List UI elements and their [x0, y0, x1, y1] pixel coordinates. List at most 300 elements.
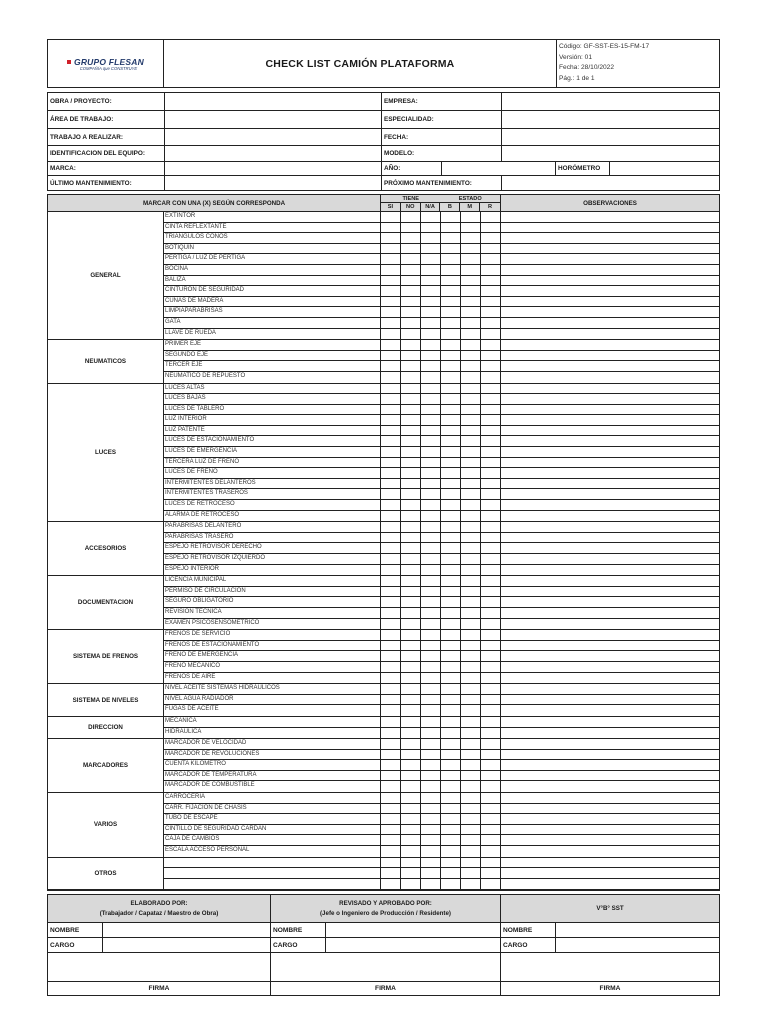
na-checkbox[interactable]	[421, 825, 441, 835]
modelo-field[interactable]	[501, 146, 719, 161]
na-checkbox[interactable]	[421, 728, 441, 739]
m-checkbox[interactable]	[461, 673, 481, 684]
na-checkbox[interactable]	[421, 760, 441, 770]
si-checkbox[interactable]	[381, 415, 401, 425]
r-checkbox[interactable]	[481, 244, 501, 254]
area-field[interactable]	[164, 111, 381, 128]
na-checkbox[interactable]	[421, 695, 441, 705]
b-checkbox[interactable]	[441, 244, 461, 254]
no-checkbox[interactable]	[401, 673, 421, 684]
r-checkbox[interactable]	[481, 662, 501, 672]
si-checkbox[interactable]	[381, 511, 401, 522]
na-checkbox[interactable]	[421, 781, 441, 792]
b-checkbox[interactable]	[441, 771, 461, 781]
b-checkbox[interactable]	[441, 361, 461, 371]
m-checkbox[interactable]	[461, 651, 481, 661]
si-checkbox[interactable]	[381, 318, 401, 328]
m-checkbox[interactable]	[461, 223, 481, 233]
b-checkbox[interactable]	[441, 673, 461, 684]
na-checkbox[interactable]	[421, 619, 441, 630]
m-checkbox[interactable]	[461, 814, 481, 824]
r-checkbox[interactable]	[481, 858, 501, 868]
na-checkbox[interactable]	[421, 351, 441, 361]
r-checkbox[interactable]	[481, 684, 501, 694]
observation-field[interactable]	[501, 543, 719, 553]
m-checkbox[interactable]	[461, 511, 481, 522]
observation-field[interactable]	[501, 233, 719, 243]
nombre-field[interactable]	[556, 923, 719, 937]
si-checkbox[interactable]	[381, 641, 401, 651]
no-checkbox[interactable]	[401, 286, 421, 296]
r-checkbox[interactable]	[481, 511, 501, 522]
b-checkbox[interactable]	[441, 329, 461, 340]
observation-field[interactable]	[501, 384, 719, 394]
b-checkbox[interactable]	[441, 781, 461, 792]
r-checkbox[interactable]	[481, 543, 501, 553]
m-checkbox[interactable]	[461, 662, 481, 672]
r-checkbox[interactable]	[481, 846, 501, 857]
observation-field[interactable]	[501, 651, 719, 661]
m-checkbox[interactable]	[461, 750, 481, 760]
m-checkbox[interactable]	[461, 565, 481, 576]
r-checkbox[interactable]	[481, 223, 501, 233]
no-checkbox[interactable]	[401, 500, 421, 510]
b-checkbox[interactable]	[441, 695, 461, 705]
na-checkbox[interactable]	[421, 479, 441, 489]
m-checkbox[interactable]	[461, 361, 481, 371]
b-checkbox[interactable]	[441, 750, 461, 760]
observation-field[interactable]	[501, 361, 719, 371]
b-checkbox[interactable]	[441, 825, 461, 835]
m-checkbox[interactable]	[461, 265, 481, 275]
si-checkbox[interactable]	[381, 351, 401, 361]
observation-field[interactable]	[501, 340, 719, 350]
si-checkbox[interactable]	[381, 846, 401, 857]
na-checkbox[interactable]	[421, 436, 441, 446]
na-checkbox[interactable]	[421, 458, 441, 468]
observation-field[interactable]	[501, 329, 719, 340]
si-checkbox[interactable]	[381, 608, 401, 618]
marca-field[interactable]	[164, 162, 381, 175]
no-checkbox[interactable]	[401, 608, 421, 618]
no-checkbox[interactable]	[401, 597, 421, 607]
observation-field[interactable]	[501, 307, 719, 317]
na-checkbox[interactable]	[421, 254, 441, 264]
r-checkbox[interactable]	[481, 760, 501, 770]
na-checkbox[interactable]	[421, 587, 441, 597]
r-checkbox[interactable]	[481, 447, 501, 457]
m-checkbox[interactable]	[461, 554, 481, 564]
r-checkbox[interactable]	[481, 479, 501, 489]
m-checkbox[interactable]	[461, 372, 481, 383]
observation-field[interactable]	[501, 286, 719, 296]
si-checkbox[interactable]	[381, 793, 401, 803]
no-checkbox[interactable]	[401, 835, 421, 845]
m-checkbox[interactable]	[461, 835, 481, 845]
r-checkbox[interactable]	[481, 361, 501, 371]
no-checkbox[interactable]	[401, 372, 421, 383]
observation-field[interactable]	[501, 781, 719, 792]
si-checkbox[interactable]	[381, 684, 401, 694]
observation-field[interactable]	[501, 394, 719, 404]
no-checkbox[interactable]	[401, 522, 421, 532]
m-checkbox[interactable]	[461, 705, 481, 716]
especialidad-field[interactable]	[501, 111, 719, 128]
m-checkbox[interactable]	[461, 436, 481, 446]
si-checkbox[interactable]	[381, 276, 401, 286]
b-checkbox[interactable]	[441, 479, 461, 489]
cargo-field[interactable]	[326, 938, 500, 952]
si-checkbox[interactable]	[381, 814, 401, 824]
m-checkbox[interactable]	[461, 468, 481, 478]
observation-field[interactable]	[501, 858, 719, 868]
firma-field[interactable]	[48, 953, 271, 981]
na-checkbox[interactable]	[421, 384, 441, 394]
observation-field[interactable]	[501, 522, 719, 532]
si-checkbox[interactable]	[381, 212, 401, 222]
observation-field[interactable]	[501, 835, 719, 845]
no-checkbox[interactable]	[401, 276, 421, 286]
observation-field[interactable]	[501, 825, 719, 835]
observation-field[interactable]	[501, 684, 719, 694]
si-checkbox[interactable]	[381, 522, 401, 532]
r-checkbox[interactable]	[481, 318, 501, 328]
na-checkbox[interactable]	[421, 233, 441, 243]
na-checkbox[interactable]	[421, 846, 441, 857]
b-checkbox[interactable]	[441, 739, 461, 749]
no-checkbox[interactable]	[401, 479, 421, 489]
no-checkbox[interactable]	[401, 651, 421, 661]
observation-field[interactable]	[501, 717, 719, 727]
observation-field[interactable]	[501, 760, 719, 770]
observation-field[interactable]	[501, 641, 719, 651]
na-checkbox[interactable]	[421, 265, 441, 275]
observation-field[interactable]	[501, 468, 719, 478]
b-checkbox[interactable]	[441, 265, 461, 275]
m-checkbox[interactable]	[461, 233, 481, 243]
no-checkbox[interactable]	[401, 868, 421, 878]
na-checkbox[interactable]	[421, 468, 441, 478]
r-checkbox[interactable]	[481, 468, 501, 478]
r-checkbox[interactable]	[481, 522, 501, 532]
observation-field[interactable]	[501, 597, 719, 607]
si-checkbox[interactable]	[381, 233, 401, 243]
si-checkbox[interactable]	[381, 297, 401, 307]
fecha-field[interactable]	[501, 129, 719, 145]
r-checkbox[interactable]	[481, 500, 501, 510]
b-checkbox[interactable]	[441, 394, 461, 404]
na-checkbox[interactable]	[421, 705, 441, 716]
proximo-field[interactable]	[501, 176, 719, 190]
r-checkbox[interactable]	[481, 233, 501, 243]
r-checkbox[interactable]	[481, 825, 501, 835]
no-checkbox[interactable]	[401, 212, 421, 222]
observation-field[interactable]	[501, 814, 719, 824]
no-checkbox[interactable]	[401, 728, 421, 739]
si-checkbox[interactable]	[381, 587, 401, 597]
observation-field[interactable]	[501, 254, 719, 264]
observation-field[interactable]	[501, 630, 719, 640]
no-checkbox[interactable]	[401, 307, 421, 317]
na-checkbox[interactable]	[421, 297, 441, 307]
na-checkbox[interactable]	[421, 684, 441, 694]
no-checkbox[interactable]	[401, 233, 421, 243]
no-checkbox[interactable]	[401, 793, 421, 803]
observation-field[interactable]	[501, 728, 719, 739]
observation-field[interactable]	[501, 436, 719, 446]
r-checkbox[interactable]	[481, 372, 501, 383]
m-checkbox[interactable]	[461, 533, 481, 543]
b-checkbox[interactable]	[441, 760, 461, 770]
observation-field[interactable]	[501, 793, 719, 803]
no-checkbox[interactable]	[401, 297, 421, 307]
na-checkbox[interactable]	[421, 307, 441, 317]
si-checkbox[interactable]	[381, 254, 401, 264]
m-checkbox[interactable]	[461, 479, 481, 489]
b-checkbox[interactable]	[441, 597, 461, 607]
na-checkbox[interactable]	[421, 500, 441, 510]
na-checkbox[interactable]	[421, 372, 441, 383]
cargo-field[interactable]	[556, 938, 719, 952]
no-checkbox[interactable]	[401, 318, 421, 328]
si-checkbox[interactable]	[381, 597, 401, 607]
m-checkbox[interactable]	[461, 543, 481, 553]
na-checkbox[interactable]	[421, 447, 441, 457]
m-checkbox[interactable]	[461, 276, 481, 286]
na-checkbox[interactable]	[421, 651, 441, 661]
b-checkbox[interactable]	[441, 276, 461, 286]
m-checkbox[interactable]	[461, 500, 481, 510]
observation-field[interactable]	[501, 868, 719, 878]
si-checkbox[interactable]	[381, 458, 401, 468]
na-checkbox[interactable]	[421, 511, 441, 522]
observation-field[interactable]	[501, 415, 719, 425]
b-checkbox[interactable]	[441, 489, 461, 499]
na-checkbox[interactable]	[421, 630, 441, 640]
r-checkbox[interactable]	[481, 695, 501, 705]
b-checkbox[interactable]	[441, 543, 461, 553]
si-checkbox[interactable]	[381, 868, 401, 878]
b-checkbox[interactable]	[441, 384, 461, 394]
r-checkbox[interactable]	[481, 835, 501, 845]
observation-field[interactable]	[501, 587, 719, 597]
no-checkbox[interactable]	[401, 641, 421, 651]
m-checkbox[interactable]	[461, 458, 481, 468]
si-checkbox[interactable]	[381, 265, 401, 275]
si-checkbox[interactable]	[381, 630, 401, 640]
si-checkbox[interactable]	[381, 858, 401, 868]
na-checkbox[interactable]	[421, 286, 441, 296]
b-checkbox[interactable]	[441, 426, 461, 436]
si-checkbox[interactable]	[381, 500, 401, 510]
no-checkbox[interactable]	[401, 858, 421, 868]
m-checkbox[interactable]	[461, 619, 481, 630]
na-checkbox[interactable]	[421, 340, 441, 350]
na-checkbox[interactable]	[421, 276, 441, 286]
b-checkbox[interactable]	[441, 814, 461, 824]
no-checkbox[interactable]	[401, 781, 421, 792]
r-checkbox[interactable]	[481, 426, 501, 436]
si-checkbox[interactable]	[381, 489, 401, 499]
b-checkbox[interactable]	[441, 233, 461, 243]
r-checkbox[interactable]	[481, 340, 501, 350]
si-checkbox[interactable]	[381, 340, 401, 350]
observation-field[interactable]	[501, 662, 719, 672]
b-checkbox[interactable]	[441, 565, 461, 576]
m-checkbox[interactable]	[461, 641, 481, 651]
na-checkbox[interactable]	[421, 673, 441, 684]
m-checkbox[interactable]	[461, 630, 481, 640]
m-checkbox[interactable]	[461, 244, 481, 254]
si-checkbox[interactable]	[381, 361, 401, 371]
b-checkbox[interactable]	[441, 630, 461, 640]
si-checkbox[interactable]	[381, 286, 401, 296]
m-checkbox[interactable]	[461, 760, 481, 770]
m-checkbox[interactable]	[461, 318, 481, 328]
r-checkbox[interactable]	[481, 739, 501, 749]
na-checkbox[interactable]	[421, 394, 441, 404]
b-checkbox[interactable]	[441, 619, 461, 630]
na-checkbox[interactable]	[421, 597, 441, 607]
no-checkbox[interactable]	[401, 511, 421, 522]
na-checkbox[interactable]	[421, 662, 441, 672]
na-checkbox[interactable]	[421, 717, 441, 727]
no-checkbox[interactable]	[401, 879, 421, 890]
na-checkbox[interactable]	[421, 868, 441, 878]
m-checkbox[interactable]	[461, 394, 481, 404]
si-checkbox[interactable]	[381, 728, 401, 739]
cargo-field[interactable]	[103, 938, 270, 952]
b-checkbox[interactable]	[441, 522, 461, 532]
si-checkbox[interactable]	[381, 384, 401, 394]
r-checkbox[interactable]	[481, 436, 501, 446]
r-checkbox[interactable]	[481, 673, 501, 684]
observation-field[interactable]	[501, 479, 719, 489]
observation-field[interactable]	[501, 244, 719, 254]
si-checkbox[interactable]	[381, 543, 401, 553]
na-checkbox[interactable]	[421, 565, 441, 576]
si-checkbox[interactable]	[381, 576, 401, 586]
r-checkbox[interactable]	[481, 597, 501, 607]
b-checkbox[interactable]	[441, 868, 461, 878]
no-checkbox[interactable]	[401, 739, 421, 749]
r-checkbox[interactable]	[481, 286, 501, 296]
m-checkbox[interactable]	[461, 405, 481, 415]
si-checkbox[interactable]	[381, 447, 401, 457]
r-checkbox[interactable]	[481, 489, 501, 499]
b-checkbox[interactable]	[441, 641, 461, 651]
m-checkbox[interactable]	[461, 384, 481, 394]
si-checkbox[interactable]	[381, 662, 401, 672]
r-checkbox[interactable]	[481, 879, 501, 890]
no-checkbox[interactable]	[401, 587, 421, 597]
si-checkbox[interactable]	[381, 619, 401, 630]
r-checkbox[interactable]	[481, 771, 501, 781]
observation-field[interactable]	[501, 750, 719, 760]
no-checkbox[interactable]	[401, 468, 421, 478]
no-checkbox[interactable]	[401, 458, 421, 468]
r-checkbox[interactable]	[481, 212, 501, 222]
trabajo-field[interactable]	[164, 129, 381, 145]
b-checkbox[interactable]	[441, 587, 461, 597]
b-checkbox[interactable]	[441, 879, 461, 890]
observation-field[interactable]	[501, 297, 719, 307]
m-checkbox[interactable]	[461, 212, 481, 222]
ultimo-field[interactable]	[164, 176, 381, 190]
na-checkbox[interactable]	[421, 804, 441, 814]
observation-field[interactable]	[501, 554, 719, 564]
si-checkbox[interactable]	[381, 479, 401, 489]
b-checkbox[interactable]	[441, 340, 461, 350]
observation-field[interactable]	[501, 265, 719, 275]
r-checkbox[interactable]	[481, 329, 501, 340]
si-checkbox[interactable]	[381, 468, 401, 478]
m-checkbox[interactable]	[461, 415, 481, 425]
observation-field[interactable]	[501, 695, 719, 705]
b-checkbox[interactable]	[441, 835, 461, 845]
firma-field[interactable]	[501, 953, 719, 981]
si-checkbox[interactable]	[381, 244, 401, 254]
b-checkbox[interactable]	[441, 846, 461, 857]
observation-field[interactable]	[501, 771, 719, 781]
na-checkbox[interactable]	[421, 858, 441, 868]
r-checkbox[interactable]	[481, 351, 501, 361]
b-checkbox[interactable]	[441, 608, 461, 618]
b-checkbox[interactable]	[441, 705, 461, 716]
b-checkbox[interactable]	[441, 500, 461, 510]
no-checkbox[interactable]	[401, 351, 421, 361]
r-checkbox[interactable]	[481, 565, 501, 576]
b-checkbox[interactable]	[441, 533, 461, 543]
si-checkbox[interactable]	[381, 405, 401, 415]
na-checkbox[interactable]	[421, 329, 441, 340]
r-checkbox[interactable]	[481, 804, 501, 814]
m-checkbox[interactable]	[461, 587, 481, 597]
b-checkbox[interactable]	[441, 212, 461, 222]
observation-field[interactable]	[501, 533, 719, 543]
observation-field[interactable]	[501, 576, 719, 586]
firma-field[interactable]	[271, 953, 501, 981]
na-checkbox[interactable]	[421, 415, 441, 425]
observation-field[interactable]	[501, 673, 719, 684]
no-checkbox[interactable]	[401, 384, 421, 394]
observation-field[interactable]	[501, 608, 719, 618]
no-checkbox[interactable]	[401, 340, 421, 350]
observation-field[interactable]	[501, 705, 719, 716]
m-checkbox[interactable]	[461, 695, 481, 705]
r-checkbox[interactable]	[481, 608, 501, 618]
r-checkbox[interactable]	[481, 868, 501, 878]
r-checkbox[interactable]	[481, 728, 501, 739]
si-checkbox[interactable]	[381, 705, 401, 716]
m-checkbox[interactable]	[461, 447, 481, 457]
m-checkbox[interactable]	[461, 793, 481, 803]
no-checkbox[interactable]	[401, 254, 421, 264]
observation-field[interactable]	[501, 405, 719, 415]
observation-field[interactable]	[501, 276, 719, 286]
observation-field[interactable]	[501, 489, 719, 499]
b-checkbox[interactable]	[441, 804, 461, 814]
b-checkbox[interactable]	[441, 372, 461, 383]
no-checkbox[interactable]	[401, 447, 421, 457]
r-checkbox[interactable]	[481, 384, 501, 394]
m-checkbox[interactable]	[461, 297, 481, 307]
no-checkbox[interactable]	[401, 695, 421, 705]
si-checkbox[interactable]	[381, 695, 401, 705]
r-checkbox[interactable]	[481, 651, 501, 661]
r-checkbox[interactable]	[481, 254, 501, 264]
na-checkbox[interactable]	[421, 739, 441, 749]
